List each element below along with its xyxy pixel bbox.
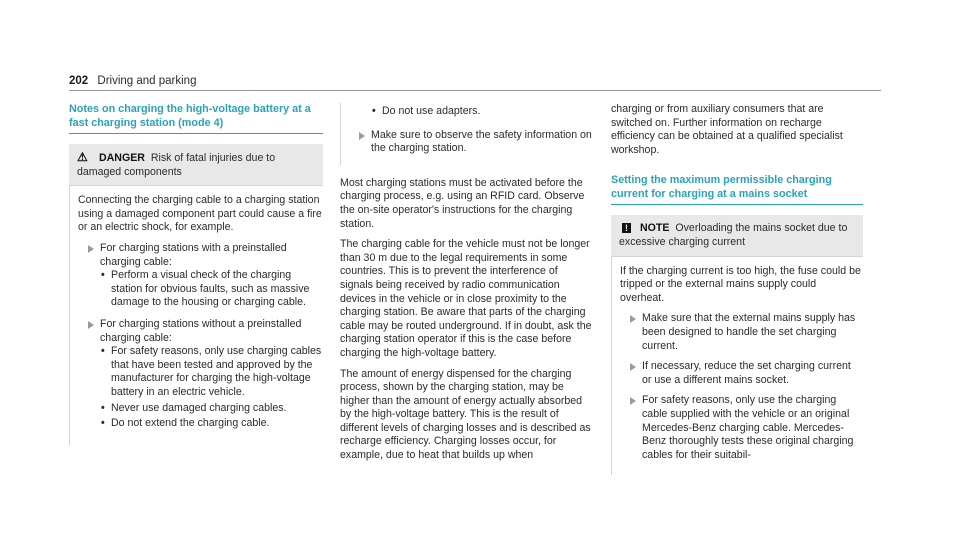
notice-keyword: NOTE [640,222,670,235]
warning-triangle-icon: ⚠ [77,150,88,164]
step-item [78,318,323,431]
page-header [69,75,196,89]
step-item [620,360,863,387]
page-number: 202 [69,75,89,87]
list-item [100,417,323,431]
danger-header [69,144,323,186]
step-text: Make sure that the external mains supply has been designed to handle the set charging current. [642,312,856,352]
step-text: For charging stations without a preinstalled charging cable: [100,317,302,344]
middle-text [340,177,592,463]
list-item [371,105,592,119]
step-item [349,129,592,156]
step-arrow-icon [630,397,636,405]
list-item-text: Never use damaged charging cables. [111,401,287,414]
paragraph: The charging cable for the vehicle must not be longer than 30 m due to the legal requirements in some countries. This is to prevent the interference of signals being received by radio communication devices in the vehicle or in close proximity to the charging station. Be aware that parts of the charging cable may be routed underground. If in doubt, ask the charging station operator if this is the case before charging the high-voltage battery. [340,238,592,359]
step-arrow-icon [359,132,365,140]
step-continued [349,105,592,119]
step-text: For charging stations with a preinstalled charging cable: [100,241,287,268]
step-text: If necessary, reduce the set charging current or use a different mains socket. [642,360,851,386]
list-item [100,402,323,416]
paragraph: The amount of energy dispensed for the charging process, shown by the charging station, may be higher than the amount of energy actually absorbed by the high-voltage battery. This is the result of different levels of charging losses and is described as recharge efficiency. Charging losses occur, for example, due to heat that builds up when [340,367,591,462]
list-item [100,269,323,310]
list-item [100,345,323,399]
bullet-icon: • [101,417,105,430]
paragraph: charging or from auxiliary consumers that are switched on. Further information on recharge efficiency can be obtained at a qualified specialist workshop. [611,103,843,156]
bullet-icon: • [101,269,105,282]
danger-text: Risk of fatal injuries due to damaged components [77,152,276,178]
list-item-text: For safety reasons, only use charging cables that have been tested and approved by the manufacturer for charging the high-voltage battery in an electric vehicle. [111,345,322,398]
step-arrow-icon [630,363,636,371]
step-arrow-icon [88,321,94,329]
danger-box [69,144,323,445]
notice-box [611,215,863,475]
bullet-icon: • [101,345,105,358]
notice-header [611,215,863,256]
right-column [611,103,863,475]
step-item [620,394,863,462]
notice-exclamation-icon: ! [622,223,631,233]
left-column [69,103,323,445]
paragraph: Most charging stations must be activated before the charging process, e.g. using an RFID card. Observe the on-site operator's instructions for the charging station. [340,176,585,230]
list-item-text: Do not extend the charging cable. [111,417,270,430]
notice-body-text: If the charging current is too high, the fuse could be tripped or the external mains supply could overheat. [620,264,861,304]
notice-text: Overloading the mains socket due to excessive charging current [619,222,848,248]
step-arrow-icon [630,315,636,323]
step-arrow-icon [88,245,94,253]
section-title-charging-current: Setting the maximum permissible charging current for charging at a mains socket [611,174,863,205]
section-name: Driving and parking [97,75,197,87]
middle-column [340,103,592,470]
list-item-text: Do not use adapters. [382,105,481,117]
section-title-fast-charging: Notes on charging the high-voltage battery at a fast charging station (mode 4) [69,103,323,134]
step-text: Make sure to observe the safety information on the charging station. [371,128,592,155]
danger-continued [340,103,592,165]
danger-body-text: Connecting the charging cable to a charging station using a damaged component part could cause a fire or an electric shock, for example. [78,194,322,234]
step-item [620,312,863,353]
bullet-icon: • [372,105,376,117]
danger-body [69,186,323,445]
step-item [78,242,323,310]
step-text: For safety reasons, only use the charging cable supplied with the vehicle or an original Mercedes-Benz charging cable. Mercedes-Benz thoroughly tests these original charging cables for their suitabil- [642,394,854,461]
danger-keyword: DANGER [99,152,145,164]
list-item-text: Perform a visual check of the charging station for obvious faults, such as massive damage to the housing or charging cable. [111,269,310,309]
header-rule [69,90,881,91]
notice-body [611,257,863,476]
bullet-icon: • [101,401,105,414]
